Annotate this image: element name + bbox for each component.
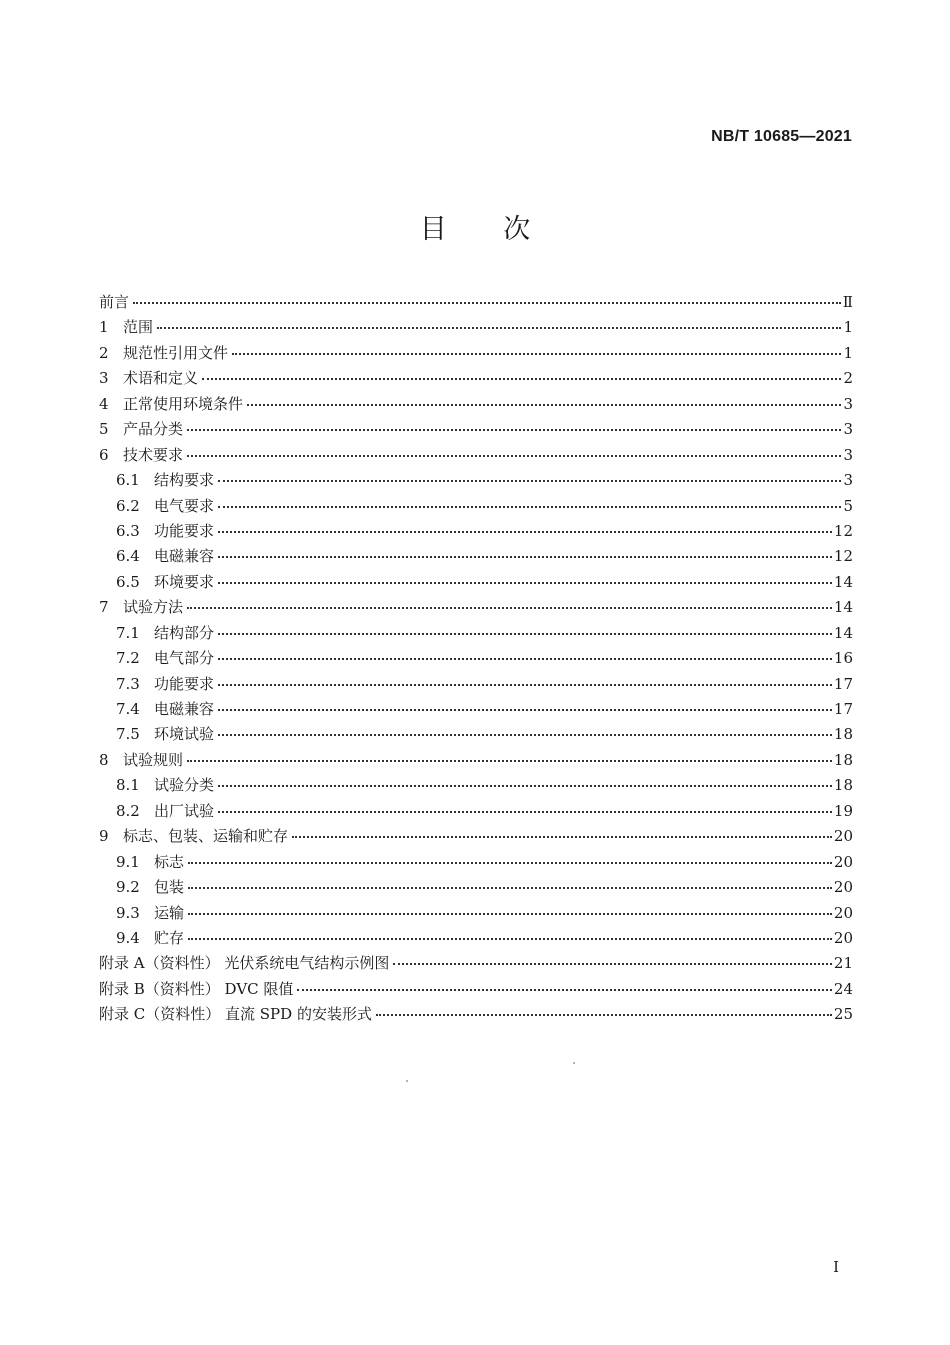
toc-entry-page: 20 bbox=[833, 878, 853, 897]
toc-entry[interactable] bbox=[99, 341, 853, 366]
toc-entry-number: 7.5 bbox=[116, 725, 140, 744]
dot-leader bbox=[218, 657, 832, 660]
dot-leader bbox=[187, 428, 841, 431]
toc-entry-number: 3 bbox=[99, 369, 109, 388]
toc-entry-label: 前言 bbox=[99, 293, 130, 311]
toc-entry-label: 环境要求 bbox=[154, 572, 215, 591]
toc-entry[interactable] bbox=[99, 621, 853, 646]
dot-leader bbox=[187, 759, 832, 762]
dot-leader bbox=[218, 708, 832, 711]
toc-entry[interactable] bbox=[99, 977, 853, 1002]
toc-entry-page: 1 bbox=[843, 318, 853, 337]
toc-entry[interactable] bbox=[99, 697, 853, 722]
toc-entry[interactable] bbox=[99, 595, 853, 620]
toc-entry-page: 14 bbox=[833, 598, 853, 617]
toc-entry[interactable] bbox=[99, 392, 853, 417]
title-char-1: 目 bbox=[419, 214, 447, 245]
toc-entry-number: 6.1 bbox=[116, 471, 140, 490]
dot-leader bbox=[188, 912, 832, 915]
toc-entry-label: 试验分类 bbox=[154, 776, 215, 795]
toc-entry[interactable] bbox=[99, 443, 853, 468]
dot-leader bbox=[218, 479, 841, 482]
toc-entry[interactable] bbox=[99, 824, 853, 849]
toc-entry[interactable] bbox=[99, 1002, 853, 1027]
toc-entry-number: 6.2 bbox=[116, 496, 140, 515]
toc-entry-label: 贮存 bbox=[154, 928, 185, 947]
title-char-2: 次 bbox=[503, 214, 531, 245]
dot-leader bbox=[218, 505, 841, 508]
toc-entry-label: 附录 A（资料性） 光伏系统电气结构示例图 bbox=[99, 954, 390, 973]
toc-entry-label: 范围 bbox=[123, 318, 154, 337]
toc-entry-page: 19 bbox=[833, 801, 853, 820]
toc-title bbox=[0, 207, 950, 246]
toc-entry-page: 12 bbox=[833, 521, 853, 540]
dot-leader bbox=[232, 352, 841, 355]
toc-entry-number: 8 bbox=[99, 750, 109, 769]
dot-leader bbox=[188, 937, 832, 940]
toc-entry-number: 6 bbox=[99, 445, 109, 464]
toc-entry-number: 9 bbox=[99, 827, 109, 846]
toc-entry[interactable] bbox=[99, 417, 853, 442]
toc-entry[interactable] bbox=[99, 315, 853, 340]
toc-entry-number: 7 bbox=[99, 598, 109, 617]
toc-entry-page: 3 bbox=[843, 471, 853, 490]
dot-leader bbox=[218, 632, 832, 635]
toc-entry-page: 18 bbox=[833, 776, 853, 795]
toc-entry-label: 电磁兼容 bbox=[154, 700, 215, 718]
toc-entry-label: 附录 B（资料性） DVC 限值 bbox=[99, 979, 294, 998]
toc-entry-label: 出厂试验 bbox=[154, 801, 215, 820]
toc-entry-page: 24 bbox=[833, 979, 853, 998]
toc-entry-number: 6.4 bbox=[116, 547, 140, 566]
dot-leader bbox=[218, 530, 832, 533]
dot-leader bbox=[247, 403, 841, 406]
toc-entry-page: 3 bbox=[843, 445, 853, 464]
toc-entry-label: 功能要求 bbox=[154, 521, 215, 540]
toc-entry-label: 标志、包装、运输和贮存 bbox=[123, 827, 289, 846]
toc-entry-page: 20 bbox=[833, 903, 853, 922]
toc-entry-label: 规范性引用文件 bbox=[123, 343, 229, 362]
dot-leader bbox=[292, 835, 832, 838]
toc-entry-label: 电气部分 bbox=[154, 649, 215, 668]
toc-entry[interactable] bbox=[99, 926, 853, 951]
toc-entry-label: 运输 bbox=[154, 903, 185, 922]
toc-entry-page: 2 bbox=[843, 369, 853, 388]
dot-leader bbox=[218, 555, 832, 558]
dot-leader bbox=[376, 1013, 832, 1016]
toc-entry-page: 18 bbox=[833, 725, 853, 744]
dot-leader bbox=[188, 886, 832, 889]
dot-leader bbox=[218, 581, 832, 584]
toc-entry[interactable] bbox=[99, 646, 853, 671]
toc-entry-label: 试验方法 bbox=[123, 598, 184, 617]
toc-entry-page: 20 bbox=[833, 827, 853, 846]
toc-entry[interactable] bbox=[99, 799, 853, 824]
toc-entry[interactable] bbox=[99, 544, 853, 569]
document-code: NB/T 10685—2021 bbox=[711, 128, 852, 145]
toc-entry-number: 6.5 bbox=[116, 572, 140, 591]
toc-entry-page: Ⅱ bbox=[842, 293, 853, 311]
dot-leader bbox=[218, 733, 832, 736]
dot-leader bbox=[157, 326, 841, 329]
toc-entry-page: 25 bbox=[833, 1005, 853, 1024]
page-folio: I bbox=[833, 1258, 839, 1276]
toc-entry[interactable] bbox=[99, 875, 853, 900]
toc-entry-page: 17 bbox=[833, 700, 853, 718]
toc-entry[interactable] bbox=[99, 901, 853, 926]
toc-entry-page: 20 bbox=[833, 928, 853, 947]
toc-entry-label: 电气要求 bbox=[154, 496, 215, 515]
toc-entry[interactable] bbox=[99, 748, 853, 773]
toc-entry-number: 7.1 bbox=[116, 623, 140, 642]
toc-entry-page: 5 bbox=[843, 496, 853, 515]
toc-entry-label: 技术要求 bbox=[123, 445, 184, 464]
toc-entry[interactable] bbox=[99, 773, 853, 798]
toc-entry[interactable] bbox=[99, 570, 853, 595]
toc-entry-label: 结构部分 bbox=[154, 623, 215, 642]
dot-leader bbox=[133, 301, 841, 304]
dot-leader bbox=[218, 683, 832, 686]
toc-entry[interactable] bbox=[99, 850, 853, 875]
toc-entry-number: 9.1 bbox=[116, 852, 140, 871]
toc-entry-number: 7.3 bbox=[116, 674, 140, 693]
toc-entry-label: 标志 bbox=[154, 852, 185, 871]
toc-entry-label: 产品分类 bbox=[123, 420, 184, 439]
toc-entry-page: 14 bbox=[833, 623, 853, 642]
toc-entry-label: 试验规则 bbox=[123, 750, 184, 769]
toc-entry-label: 电磁兼容 bbox=[154, 547, 215, 566]
toc-entry[interactable] bbox=[99, 722, 853, 747]
toc-entry-page: 14 bbox=[833, 572, 853, 591]
dot-leader bbox=[188, 861, 832, 864]
toc-entry[interactable] bbox=[99, 519, 853, 544]
toc-entry-label: 附录 C（资料性） 直流 SPD 的安装形式 bbox=[99, 1005, 372, 1024]
dot-leader bbox=[187, 454, 841, 457]
toc-entry[interactable] bbox=[99, 366, 853, 391]
toc-entry-number: 7.4 bbox=[116, 700, 140, 718]
scan-speck bbox=[573, 1062, 575, 1064]
toc-entry[interactable] bbox=[99, 494, 853, 519]
toc-entry-number: 6.3 bbox=[116, 521, 140, 540]
toc-entry[interactable] bbox=[99, 290, 853, 315]
toc-entry-number: 8.1 bbox=[116, 776, 140, 795]
toc-entry-label: 环境试验 bbox=[154, 725, 215, 744]
toc-entry-number: 8.2 bbox=[116, 801, 140, 820]
toc-entry-number: 7.2 bbox=[116, 649, 140, 668]
dot-leader bbox=[202, 377, 841, 380]
toc-entry[interactable] bbox=[99, 468, 853, 493]
toc-entry-number: 9.3 bbox=[116, 903, 140, 922]
toc-entry-page: 3 bbox=[843, 394, 853, 413]
dot-leader bbox=[218, 810, 832, 813]
dot-leader bbox=[187, 606, 832, 609]
toc-entry-number: 5 bbox=[99, 420, 109, 439]
toc-entry-page: 20 bbox=[833, 852, 853, 871]
toc-entry-number: 1 bbox=[99, 318, 109, 337]
toc-entry-page: 12 bbox=[833, 547, 853, 566]
toc-entry-label: 正常使用环境条件 bbox=[123, 394, 244, 413]
table-of-contents bbox=[99, 290, 853, 1028]
toc-entry-page: 21 bbox=[833, 954, 853, 973]
toc-entry-label: 功能要求 bbox=[154, 674, 215, 693]
dot-leader bbox=[297, 988, 832, 991]
dot-leader bbox=[393, 962, 832, 965]
toc-entry[interactable] bbox=[99, 951, 853, 976]
toc-entry-page: 16 bbox=[833, 649, 853, 668]
toc-entry-page: 18 bbox=[833, 750, 853, 769]
toc-entry-number: 4 bbox=[99, 394, 109, 413]
toc-entry-label: 结构要求 bbox=[154, 471, 215, 490]
toc-entry-number: 2 bbox=[99, 343, 109, 362]
toc-entry-label: 术语和定义 bbox=[123, 369, 199, 388]
dot-leader bbox=[218, 784, 832, 787]
toc-entry-page: 17 bbox=[833, 674, 853, 693]
scan-speck bbox=[406, 1080, 408, 1082]
toc-entry-page: 3 bbox=[843, 420, 853, 439]
toc-entry-number: 9.2 bbox=[116, 878, 140, 897]
toc-entry-label: 包装 bbox=[154, 878, 185, 897]
toc-entry-number: 9.4 bbox=[116, 928, 140, 947]
toc-entry-page: 1 bbox=[843, 343, 853, 362]
toc-entry[interactable] bbox=[99, 672, 853, 697]
